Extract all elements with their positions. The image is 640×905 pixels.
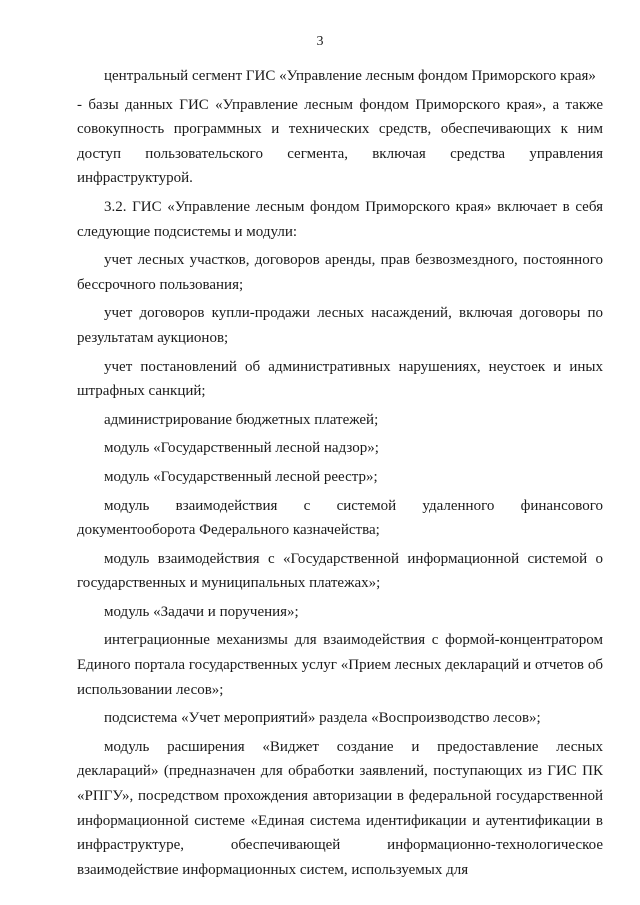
list-item-forest-registry: модуль «Государственный лесной реестр»;	[104, 468, 378, 485]
list-item-forest-supervision: модуль «Государственный лесной надзор»;	[104, 440, 379, 457]
list-item-treasury-module: модуль взаимодействия с системой удаленного финансового документооборота Федерального казначейства;	[77, 497, 603, 539]
list-item-violations: учет постановлений об административных нарушениях, неустоек и иных штрафных санкций;	[77, 358, 603, 400]
list-item-integration-mechanisms: интеграционные механизмы для взаимодействия с формой-концентратором Единого портала государственных услуг «Прием лесных деклараций и отчетов об использовании лесов»;	[77, 632, 603, 698]
paragraph-databases: - базы данных ГИС «Управление лесным фондом Приморского края», а также совокупность программных и технических средств, обеспечивающих к ним доступ пользовательского сегмента, включая средства управления инфраструктурой.	[77, 96, 603, 187]
page-number: 3	[316, 34, 324, 49]
list-item-budget-payments: администрирование бюджетных платежей;	[104, 411, 379, 428]
paragraph-section-3-2: 3.2. ГИС «Управление лесным фондом Приморского края» включает в себя следующие подсистемы и модули:	[77, 198, 603, 240]
document-body	[77, 60, 603, 882]
list-item-sale-contracts: учет договоров купли-продажи лесных насаждений, включая договоры по результатам аукционов;	[77, 305, 603, 346]
list-item-events-subsystem: подсистема «Учет мероприятий» раздела «Воспроизводство лесов»;	[104, 710, 541, 727]
list-item-widget-module: модуль расширения «Виджет создание и предоставление лесных деклараций» (предназначен для обработки заявлений, поступающих из ГИС ПК «РПГУ», посредством прохождения авторизации в федеральной государственной информационной системе «Единая система идентификации и аутентификации в инфраструктуре, обеспечивающей информационно-технологическое взаимодействие информационных систем, используемых для	[77, 738, 603, 878]
list-item-forest-plots: учет лесных участков, договоров аренды, прав безвозмездного, постоянного бессрочного пользования;	[77, 252, 603, 293]
paragraph-central-segment: центральный сегмент ГИС «Управление лесным фондом Приморского края»	[104, 68, 596, 84]
list-item-payments-system-module: модуль взаимодействия с «Государственной информационной системой о государственных и муниципальных платежах»;	[77, 550, 603, 592]
list-item-tasks-module: модуль «Задачи и поручения»;	[104, 603, 299, 620]
